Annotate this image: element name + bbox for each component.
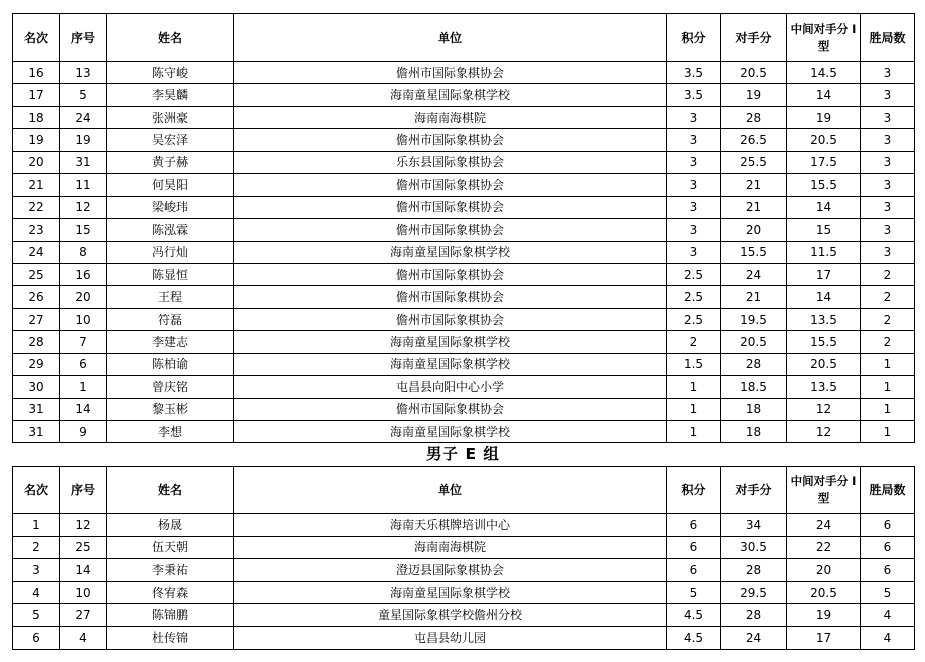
rank-cell: 27 [13, 308, 60, 330]
unit-cell: 儋州市国际象棋协会 [234, 129, 667, 151]
unit-cell: 儋州市国际象棋协会 [234, 219, 667, 241]
table-row [13, 376, 915, 398]
rank-cell: 3 [13, 559, 60, 582]
median-score-cell: 17.5 [787, 151, 861, 173]
unit-cell: 海南天乐棋牌培训中心 [234, 514, 667, 537]
unit-cell: 儋州市国际象棋协会 [234, 398, 667, 420]
median-score-cell: 22 [787, 536, 861, 559]
table-row [13, 106, 915, 128]
table-row [13, 62, 915, 84]
section-title: 男子 E 组 [426, 445, 500, 463]
seed-cell: 31 [60, 151, 107, 173]
unit-cell: 儋州市国际象棋协会 [234, 62, 667, 84]
rank-cell: 18 [13, 106, 60, 128]
opponent-score-cell: 19.5 [721, 308, 787, 330]
unit-cell: 屯昌县幼儿园 [234, 626, 667, 649]
seed-cell: 10 [60, 308, 107, 330]
unit-cell: 儋州市国际象棋协会 [234, 196, 667, 218]
name-cell: 陈锦鹏 [107, 604, 234, 627]
header-unit: 单位 [234, 467, 667, 514]
wins-cell: 3 [861, 106, 915, 128]
seed-cell: 12 [60, 196, 107, 218]
table-row [13, 331, 915, 353]
header-unit: 单位 [234, 14, 667, 62]
wins-cell: 4 [861, 626, 915, 649]
opponent-score-cell: 28 [721, 604, 787, 627]
name-cell: 王程 [107, 286, 234, 308]
points-cell: 1 [667, 398, 721, 420]
wins-cell: 3 [861, 62, 915, 84]
opponent-score-cell: 29.5 [721, 581, 787, 604]
median-score-cell: 19 [787, 106, 861, 128]
opponent-score-cell: 26.5 [721, 129, 787, 151]
table-row [13, 308, 915, 330]
table-header-row [13, 467, 915, 514]
table-header-row [13, 14, 915, 62]
unit-cell: 儋州市国际象棋协会 [234, 174, 667, 196]
points-cell: 3 [667, 129, 721, 151]
opponent-score-cell: 28 [721, 353, 787, 375]
header-points: 积分 [667, 467, 721, 514]
table-row [13, 241, 915, 263]
wins-cell: 2 [861, 331, 915, 353]
header-name: 姓名 [107, 467, 234, 514]
opponent-score-cell: 19 [721, 84, 787, 106]
opponent-score-cell: 21 [721, 196, 787, 218]
points-cell: 3 [667, 174, 721, 196]
table-row [13, 559, 915, 582]
seed-cell: 5 [60, 84, 107, 106]
rank-cell: 17 [13, 84, 60, 106]
median-score-cell: 20.5 [787, 129, 861, 151]
header-opponent-score: 对手分 [721, 14, 787, 62]
name-cell: 何昊阳 [107, 174, 234, 196]
seed-cell: 14 [60, 559, 107, 582]
points-cell: 6 [667, 536, 721, 559]
opponent-score-cell: 24 [721, 263, 787, 285]
opponent-score-cell: 25.5 [721, 151, 787, 173]
median-score-cell: 11.5 [787, 241, 861, 263]
opponent-score-cell: 18 [721, 398, 787, 420]
wins-cell: 6 [861, 514, 915, 537]
name-cell: 李想 [107, 421, 234, 443]
rank-cell: 24 [13, 241, 60, 263]
points-cell: 3 [667, 196, 721, 218]
seed-cell: 19 [60, 129, 107, 151]
opponent-score-cell: 28 [721, 559, 787, 582]
wins-cell: 3 [861, 84, 915, 106]
table-row [13, 219, 915, 241]
table-row [13, 626, 915, 649]
points-cell: 3 [667, 241, 721, 263]
seed-cell: 27 [60, 604, 107, 627]
opponent-score-cell: 28 [721, 106, 787, 128]
points-cell: 1 [667, 376, 721, 398]
name-cell: 伍天朝 [107, 536, 234, 559]
seed-cell: 9 [60, 421, 107, 443]
table-row [13, 129, 915, 151]
name-cell: 李秉祐 [107, 559, 234, 582]
name-cell: 杨晟 [107, 514, 234, 537]
unit-cell: 海南童星国际象棋学校 [234, 421, 667, 443]
name-cell: 黎玉彬 [107, 398, 234, 420]
rank-cell: 4 [13, 581, 60, 604]
seed-cell: 15 [60, 219, 107, 241]
unit-cell: 儋州市国际象棋协会 [234, 286, 667, 308]
wins-cell: 2 [861, 308, 915, 330]
wins-cell: 5 [861, 581, 915, 604]
name-cell: 张洲豪 [107, 106, 234, 128]
median-score-cell: 15 [787, 219, 861, 241]
name-cell: 冯行灿 [107, 241, 234, 263]
opponent-score-cell: 18 [721, 421, 787, 443]
name-cell: 李昊麟 [107, 84, 234, 106]
header-rank: 名次 [13, 467, 60, 514]
median-score-cell: 13.5 [787, 376, 861, 398]
points-cell: 2 [667, 331, 721, 353]
points-cell: 3 [667, 219, 721, 241]
median-score-cell: 14 [787, 84, 861, 106]
unit-cell: 海南童星国际象棋学校 [234, 331, 667, 353]
table-row [13, 581, 915, 604]
seed-cell: 11 [60, 174, 107, 196]
header-wins: 胜局数 [861, 467, 915, 514]
table-row [13, 286, 915, 308]
unit-cell: 儋州市国际象棋协会 [234, 263, 667, 285]
seed-cell: 25 [60, 536, 107, 559]
median-score-cell: 15.5 [787, 331, 861, 353]
seed-cell: 12 [60, 514, 107, 537]
seed-cell: 4 [60, 626, 107, 649]
rank-cell: 22 [13, 196, 60, 218]
rank-cell: 31 [13, 421, 60, 443]
median-score-cell: 19 [787, 604, 861, 627]
points-cell: 4.5 [667, 604, 721, 627]
wins-cell: 3 [861, 241, 915, 263]
median-score-cell: 13.5 [787, 308, 861, 330]
rank-cell: 31 [13, 398, 60, 420]
points-cell: 6 [667, 514, 721, 537]
unit-cell: 海南童星国际象棋学校 [234, 581, 667, 604]
rank-cell: 5 [13, 604, 60, 627]
table-row [13, 84, 915, 106]
table-row [13, 353, 915, 375]
header-seed: 序号 [60, 14, 107, 62]
name-cell: 陈显恒 [107, 263, 234, 285]
name-cell: 吴宏泽 [107, 129, 234, 151]
points-cell: 3.5 [667, 84, 721, 106]
wins-cell: 1 [861, 398, 915, 420]
unit-cell: 澄迈县国际象棋协会 [234, 559, 667, 582]
table-row [13, 263, 915, 285]
median-score-cell: 17 [787, 263, 861, 285]
opponent-score-cell: 15.5 [721, 241, 787, 263]
points-cell: 5 [667, 581, 721, 604]
opponent-score-cell: 34 [721, 514, 787, 537]
wins-cell: 3 [861, 196, 915, 218]
name-cell: 梁峻玮 [107, 196, 234, 218]
points-cell: 2.5 [667, 286, 721, 308]
name-cell: 李建志 [107, 331, 234, 353]
opponent-score-cell: 21 [721, 174, 787, 196]
unit-cell: 童星国际象棋学校儋州分校 [234, 604, 667, 627]
standings-table-upper [12, 13, 915, 443]
standings-table-group-e [12, 466, 915, 650]
name-cell: 黄子赫 [107, 151, 234, 173]
seed-cell: 6 [60, 353, 107, 375]
points-cell: 4.5 [667, 626, 721, 649]
table-row [13, 174, 915, 196]
median-score-cell: 14.5 [787, 62, 861, 84]
table-row [13, 604, 915, 627]
points-cell: 3 [667, 106, 721, 128]
unit-cell: 屯昌县向阳中心小学 [234, 376, 667, 398]
wins-cell: 3 [861, 174, 915, 196]
points-cell: 1.5 [667, 353, 721, 375]
opponent-score-cell: 20.5 [721, 331, 787, 353]
seed-cell: 20 [60, 286, 107, 308]
header-median-buchholz: 中间对手分 I 型 [787, 467, 861, 514]
rank-cell: 20 [13, 151, 60, 173]
median-score-cell: 12 [787, 398, 861, 420]
points-cell: 1 [667, 421, 721, 443]
median-score-cell: 20.5 [787, 353, 861, 375]
table-row [13, 398, 915, 420]
median-score-cell: 14 [787, 286, 861, 308]
unit-cell: 海南南海棋院 [234, 536, 667, 559]
opponent-score-cell: 21 [721, 286, 787, 308]
opponent-score-cell: 20.5 [721, 62, 787, 84]
opponent-score-cell: 20 [721, 219, 787, 241]
seed-cell: 14 [60, 398, 107, 420]
unit-cell: 乐东县国际象棋协会 [234, 151, 667, 173]
table-body [13, 514, 915, 650]
points-cell: 3.5 [667, 62, 721, 84]
rank-cell: 23 [13, 219, 60, 241]
unit-cell: 儋州市国际象棋协会 [234, 308, 667, 330]
wins-cell: 1 [861, 353, 915, 375]
wins-cell: 6 [861, 536, 915, 559]
opponent-score-cell: 18.5 [721, 376, 787, 398]
name-cell: 陈泓霖 [107, 219, 234, 241]
header-median-buchholz: 中间对手分 I 型 [787, 14, 861, 62]
table-body [13, 62, 915, 443]
seed-cell: 16 [60, 263, 107, 285]
unit-cell: 海南童星国际象棋学校 [234, 353, 667, 375]
rank-cell: 1 [13, 514, 60, 537]
rank-cell: 25 [13, 263, 60, 285]
points-cell: 2.5 [667, 308, 721, 330]
wins-cell: 3 [861, 129, 915, 151]
rank-cell: 19 [13, 129, 60, 151]
wins-cell: 3 [861, 151, 915, 173]
rank-cell: 6 [13, 626, 60, 649]
opponent-score-cell: 30.5 [721, 536, 787, 559]
rank-cell: 28 [13, 331, 60, 353]
rank-cell: 26 [13, 286, 60, 308]
table-row [13, 151, 915, 173]
wins-cell: 2 [861, 286, 915, 308]
name-cell: 曾庆铭 [107, 376, 234, 398]
wins-cell: 6 [861, 559, 915, 582]
table-row [13, 421, 915, 443]
seed-cell: 1 [60, 376, 107, 398]
header-seed: 序号 [60, 467, 107, 514]
unit-cell: 海南童星国际象棋学校 [234, 84, 667, 106]
seed-cell: 13 [60, 62, 107, 84]
unit-cell: 海南南海棋院 [234, 106, 667, 128]
rank-cell: 21 [13, 174, 60, 196]
points-cell: 3 [667, 151, 721, 173]
rank-cell: 30 [13, 376, 60, 398]
wins-cell: 3 [861, 219, 915, 241]
median-score-cell: 24 [787, 514, 861, 537]
header-rank: 名次 [13, 14, 60, 62]
median-score-cell: 14 [787, 196, 861, 218]
seed-cell: 7 [60, 331, 107, 353]
name-cell: 符磊 [107, 308, 234, 330]
header-wins: 胜局数 [861, 14, 915, 62]
table-row [13, 196, 915, 218]
seed-cell: 24 [60, 106, 107, 128]
median-score-cell: 17 [787, 626, 861, 649]
name-cell: 佟宥森 [107, 581, 234, 604]
rank-cell: 29 [13, 353, 60, 375]
opponent-score-cell: 24 [721, 626, 787, 649]
table-row [13, 514, 915, 537]
header-name: 姓名 [107, 14, 234, 62]
name-cell: 杜传锦 [107, 626, 234, 649]
name-cell: 陈守峻 [107, 62, 234, 84]
seed-cell: 10 [60, 581, 107, 604]
wins-cell: 4 [861, 604, 915, 627]
points-cell: 6 [667, 559, 721, 582]
unit-cell: 海南童星国际象棋学校 [234, 241, 667, 263]
median-score-cell: 20 [787, 559, 861, 582]
median-score-cell: 12 [787, 421, 861, 443]
seed-cell: 8 [60, 241, 107, 263]
rank-cell: 2 [13, 536, 60, 559]
header-points: 积分 [667, 14, 721, 62]
wins-cell: 2 [861, 263, 915, 285]
points-cell: 2.5 [667, 263, 721, 285]
table-row [13, 536, 915, 559]
wins-cell: 1 [861, 421, 915, 443]
wins-cell: 1 [861, 376, 915, 398]
median-score-cell: 15.5 [787, 174, 861, 196]
median-score-cell: 20.5 [787, 581, 861, 604]
name-cell: 陈柏谕 [107, 353, 234, 375]
rank-cell: 16 [13, 62, 60, 84]
header-opponent-score: 对手分 [721, 467, 787, 514]
